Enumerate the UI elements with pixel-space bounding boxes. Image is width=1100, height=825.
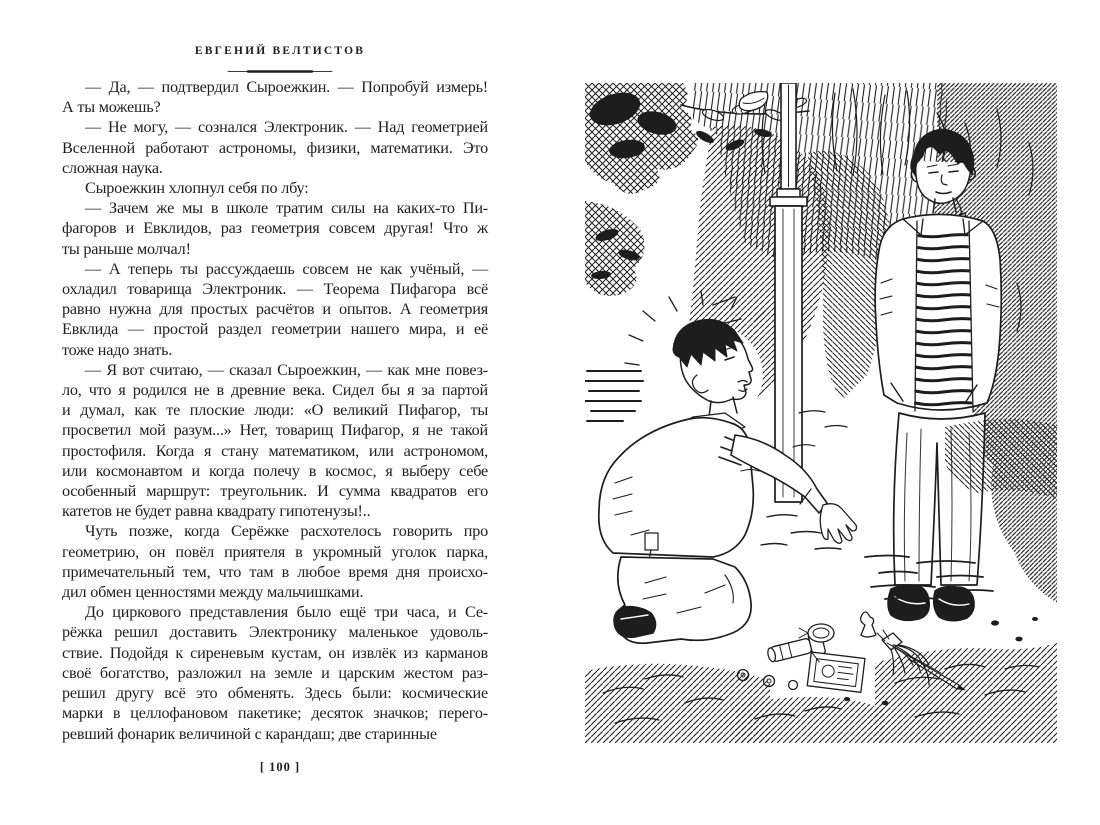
- text-line: ствие. Подойдя к сиреневым кустам, он извлёк из карманов: [62, 643, 488, 662]
- paragraph: [62, 360, 488, 522]
- paragraph: [62, 77, 488, 117]
- text-line: простофиля. Когда я стану математиком, или астрономом,: [62, 441, 488, 460]
- text-line: своё богатство, разложил на земле и царским жестом раз-: [62, 663, 488, 682]
- text-line: ты раньше молчал!: [62, 239, 191, 258]
- body-text: [62, 77, 488, 744]
- text-line: — Да, — подтвердил Сыроежкин. — Попробуй измерь!: [85, 78, 488, 96]
- text-line: Евклида — простой раздел геометрии нашего мира, и её: [62, 320, 488, 339]
- paragraph: [62, 178, 488, 198]
- text-line: тоже надо знать.: [62, 340, 173, 359]
- text-line: марки в целлофановом пакетике; десяток значков; перего-: [62, 704, 488, 723]
- illustration-drawing: [585, 83, 1057, 743]
- paragraph: [62, 198, 488, 259]
- figurine: [861, 612, 877, 637]
- text-line: ло, что я родился не в древние века. Сидел бы я за партой: [62, 381, 488, 400]
- kneeling-boy-shoe-sole: [614, 607, 656, 638]
- running-header: ЕВГЕНИЙ ВЕЛТИСТОВ: [194, 45, 366, 57]
- text-line: решил другу всё это обменять. Здесь были: космические: [62, 684, 488, 703]
- text-line: примечательный тем, что там в любое время дня происхо-: [62, 562, 488, 581]
- text-line: охладил товарища Электроник. — Теорема Пифагора всё: [62, 280, 488, 299]
- paragraph: [62, 602, 488, 743]
- text-line: А ты можешь?: [62, 98, 161, 117]
- text-line: катетов не будет равна квадрату гипотенузы!..: [62, 502, 371, 521]
- text-line: просветил мой разум...» Нет, товарищ Пифагор, я не такой: [62, 421, 488, 440]
- text-line: геометрию, он повёл приятеля в укромный уголок парка,: [62, 542, 488, 561]
- text-line: Вселенной работают астрономы, физики, математики. Это: [62, 138, 488, 157]
- stamps-packet: [807, 652, 865, 692]
- paragraph: [62, 117, 488, 178]
- text-line: Сыроежкин хлопнул себя по лбу:: [85, 179, 309, 198]
- page-number: [ 100 ]: [259, 760, 301, 774]
- text-line: равно нужна для простых расчётов и опытов. А геометрия: [62, 300, 488, 319]
- paragraph: [62, 521, 488, 602]
- hatch-band-left: [585, 371, 643, 421]
- text-line: и думал, как те плоские люди: «О великий Пифагор, ты: [62, 401, 488, 420]
- text-line: ревший фонарик величиной с карандаш; две старинные: [62, 724, 437, 743]
- text-line: — Я вот считаю, — сказал Сыроежкин, — как мне повез-: [85, 360, 488, 379]
- text-line: рёжка решил доставить Электронику маленькое удоволь-: [62, 623, 488, 642]
- illustration: [585, 83, 1057, 743]
- paragraph: [62, 259, 488, 360]
- kneeling-boy: [599, 319, 857, 643]
- text-line: сложная наука.: [62, 158, 163, 177]
- text-line: дил обмен ценностями между мальчишками.: [62, 583, 364, 602]
- text-line: Чуть позже, когда Серёжке расхотелось говорить про: [85, 522, 488, 541]
- text-line: До циркового представления было ещё три часа, и Се-: [85, 603, 488, 622]
- text-line: или космонавтом и когда полечу в космос, я выберу себе: [62, 461, 488, 480]
- text-line: — Не могу, — сознался Электроник. — Над геометрией: [85, 118, 488, 137]
- header-rule-divider: [226, 62, 334, 69]
- text-line: — Зачем же мы в школе тратим силы на каких-то Пи-: [85, 199, 488, 218]
- text-line: особенный маршрут: треугольник. И сумма квадратов его: [62, 482, 488, 501]
- kneeling-boy-hand: [820, 504, 856, 544]
- header-rule-line: [226, 68, 334, 75]
- text-line: — А теперь ты рассуждаешь совсем не как учёный, —: [85, 259, 488, 278]
- text-line: фагоров и Евклидов, раз геометрия совсем другая! Что ж: [62, 219, 488, 238]
